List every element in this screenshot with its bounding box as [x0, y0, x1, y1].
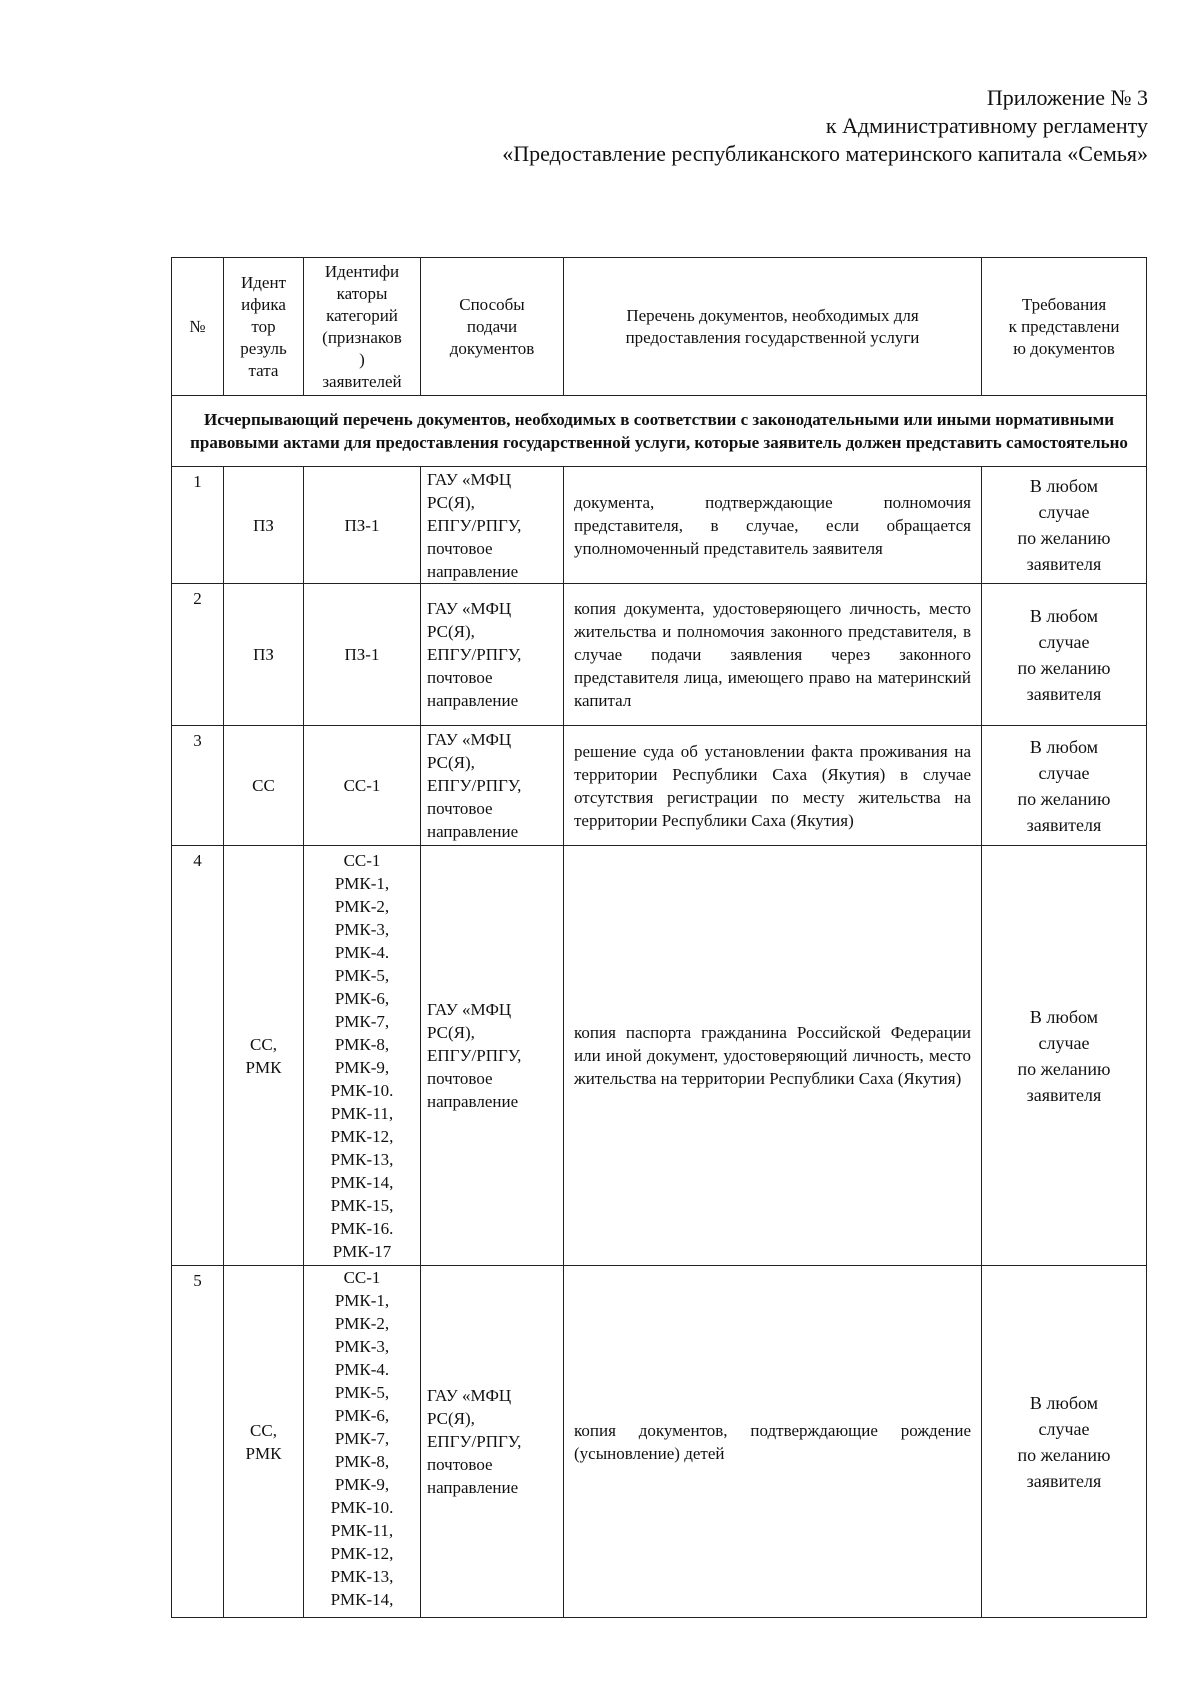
row-documents: копия паспорта гражданина Российской Федерации или иной документ, удостоверяющий личность, место жительства на территории Республики Саха (Якутия)	[564, 846, 982, 1266]
row-category-id: ПЗ-1	[304, 467, 421, 584]
category-code: РМК-11,	[330, 1521, 394, 1540]
category-code: РМК-7,	[334, 1429, 390, 1448]
category-code: РМК-4.	[334, 942, 390, 962]
category-code: РМК-4.	[334, 1360, 390, 1379]
row-requirements: В любом случае по желанию заявителя	[982, 1266, 1147, 1618]
header-regulation-title: «Предоставление республиканского материнского капитала «Семья»	[502, 141, 1148, 166]
row-result-id: СС, РМК	[224, 1266, 304, 1618]
row-num: 1	[172, 467, 224, 584]
row-num: 2	[172, 584, 224, 726]
category-code: РМК-14,	[330, 1590, 394, 1609]
row-result-id: ПЗ	[224, 467, 304, 584]
row-methods: ГАУ «МФЦ РС(Я), ЕПГУ/РПГУ, почтовое направление	[421, 467, 564, 584]
category-code: РМК-12,	[330, 1126, 394, 1146]
category-code: РМК-14,	[330, 1172, 394, 1192]
row-methods: ГАУ «МФЦ РС(Я), ЕПГУ/РПГУ, почтовое направление	[421, 584, 564, 726]
row-category-id: ПЗ-1	[304, 584, 421, 726]
row-methods: ГАУ «МФЦ РС(Я), ЕПГУ/РПГУ, почтовое направление	[421, 1266, 564, 1618]
table-row	[172, 467, 1147, 584]
category-code: РМК-12,	[330, 1544, 394, 1563]
header-regulation-ref: к Административному регламенту	[825, 113, 1148, 138]
category-code: РМК-8,	[334, 1034, 390, 1054]
category-code: РМК-6,	[334, 988, 390, 1008]
category-code: РМК-2,	[334, 1314, 390, 1333]
table-row	[172, 1266, 1147, 1618]
category-code: РМК-8,	[334, 1452, 390, 1471]
category-code: РМК-13,	[330, 1149, 394, 1169]
row-category-id: СС-1	[304, 726, 421, 846]
category-code: РМК-16.	[330, 1218, 394, 1238]
table-header-row	[172, 258, 1147, 396]
col-header-result-id: Идент ифика тор резуль тата	[224, 258, 304, 396]
section-title: Исчерпывающий перечень документов, необходимых в соответствии с законодательными или иными нормативными правовыми актами для предоставления государственной услуги, которые заявитель должен представить самостоятельно	[172, 396, 1147, 467]
category-code: РМК-2,	[334, 896, 390, 916]
row-num: 3	[172, 726, 224, 846]
category-code: РМК-17	[332, 1241, 392, 1261]
col-header-docs: Перечень документов, необходимых для предоставления государственной услуги	[564, 258, 982, 396]
category-code: РМК-5,	[334, 1383, 390, 1402]
category-code: РМК-6,	[334, 1406, 390, 1425]
category-code: РМК-9,	[334, 1475, 390, 1494]
category-code: РМК-5,	[334, 965, 390, 985]
col-header-methods: Способы подачи документов	[421, 258, 564, 396]
row-result-id: ПЗ	[224, 584, 304, 726]
category-code: РМК-10.	[330, 1080, 394, 1100]
category-code: РМК-1,	[334, 873, 390, 893]
col-header-requirements: Требования к представлени ю документов	[982, 258, 1147, 396]
row-requirements: В любом случае по желанию заявителя	[982, 726, 1147, 846]
row-requirements: В любом случае по желанию заявителя	[982, 584, 1147, 726]
category-code: РМК-3,	[334, 1337, 390, 1356]
row-category-id-list	[304, 1266, 421, 1618]
col-header-num: №	[172, 258, 224, 396]
category-code: РМК-7,	[334, 1011, 390, 1031]
document-header	[248, 84, 1148, 168]
row-category-id-list	[304, 846, 421, 1266]
row-documents: решение суда об установлении факта проживания на территории Республики Саха (Якутия) в случае отсутствия регистрации по месту жительства на территории Республики Саха (Якутия)	[564, 726, 982, 846]
col-header-category-id: Идентифи каторы категорий (признаков ) заявителей	[304, 258, 421, 396]
row-methods: ГАУ «МФЦ РС(Я), ЕПГУ/РПГУ, почтовое направление	[421, 726, 564, 846]
row-documents: документа, подтверждающие полномочия представителя, в случае, если обращается уполномоченный представитель заявителя	[564, 467, 982, 584]
category-code: РМК-10.	[330, 1498, 394, 1517]
category-code: РМК-1,	[334, 1291, 390, 1310]
category-code: РМК-15,	[330, 1195, 394, 1215]
section-row	[172, 396, 1147, 467]
row-result-id: СС, РМК	[224, 846, 304, 1266]
category-code: РМК-9,	[334, 1057, 390, 1077]
row-num: 5	[172, 1266, 224, 1618]
row-documents: копия документа, удостоверяющего личность, место жительства и полномочия законного представителя, в случае подачи заявления через законного представителя лица, имеющего право на материнский капитал	[564, 584, 982, 726]
row-result-id: СС	[224, 726, 304, 846]
documents-table	[171, 257, 1147, 1618]
row-num: 4	[172, 846, 224, 1266]
category-code: РМК-13,	[330, 1567, 394, 1586]
category-code: РМК-11,	[330, 1103, 394, 1123]
category-code: СС-1	[343, 1268, 381, 1287]
table-row	[172, 584, 1147, 726]
header-appendix-number: Приложение № 3	[986, 85, 1148, 110]
category-code: РМК-3,	[334, 919, 390, 939]
row-requirements: В любом случае по желанию заявителя	[982, 846, 1147, 1266]
table-row	[172, 846, 1147, 1266]
row-documents: копия документов, подтверждающие рождение (усыновление) детей	[564, 1266, 982, 1618]
row-requirements: В любом случае по желанию заявителя	[982, 467, 1147, 584]
row-methods: ГАУ «МФЦ РС(Я), ЕПГУ/РПГУ, почтовое направление	[421, 846, 564, 1266]
table-row	[172, 726, 1147, 846]
category-code: СС-1	[343, 850, 381, 870]
